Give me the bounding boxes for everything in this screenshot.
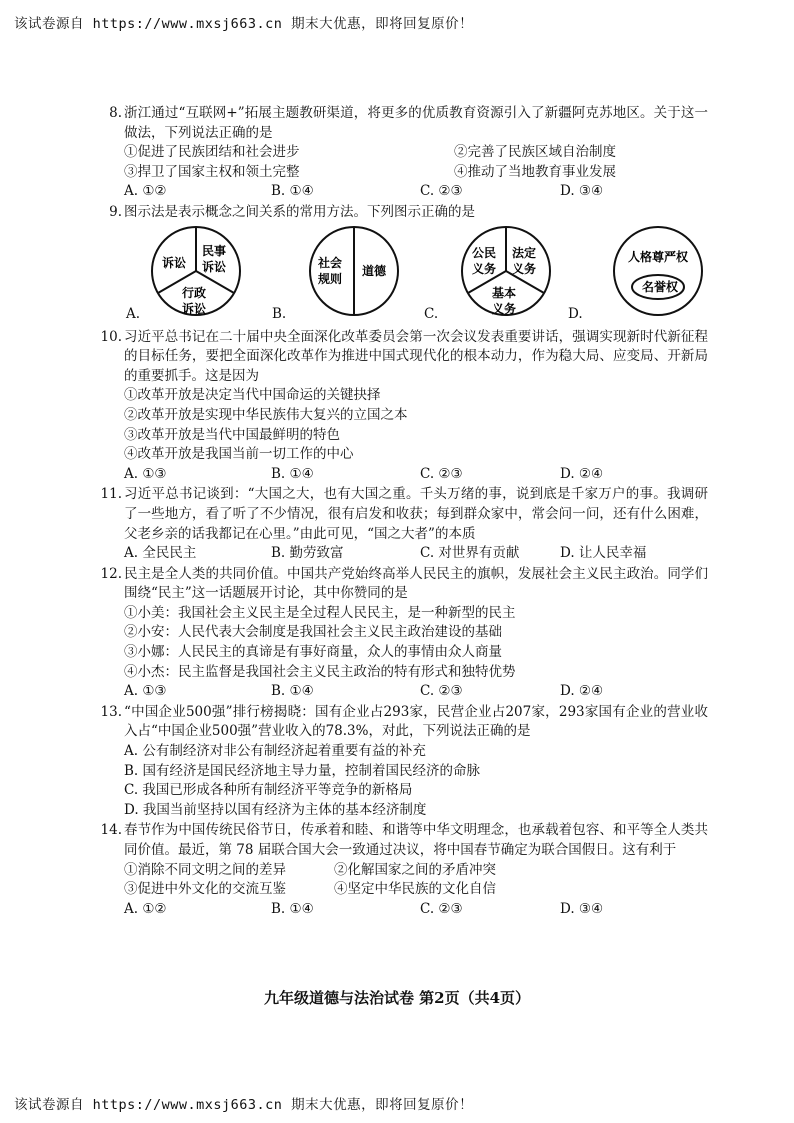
diagram-label: 诉讼 xyxy=(202,259,227,274)
question-number: 14. xyxy=(100,822,122,839)
choice-a: A. 全民民主 xyxy=(124,545,197,562)
question-number: 12. xyxy=(100,565,122,582)
choice-b: B. 勤劳致富 xyxy=(271,545,344,562)
choice-d: D. ③④ xyxy=(560,900,604,917)
choice-b: B. ①④ xyxy=(271,900,314,917)
option-3: ③小娜：人民民主的真谛是有事好商量，众人的事情由众人商量 xyxy=(124,644,502,661)
diagram-label: 义务 xyxy=(492,301,517,316)
diagram-d-svg xyxy=(568,223,718,327)
option-1: ①改革开放是决定当代中国命运的关键抉择 xyxy=(124,387,381,404)
choice-c: C. ②③ xyxy=(420,183,463,200)
option-d: D. 我国当前坚持以国有经济为主体的基本经济制度 xyxy=(124,801,427,818)
question-stem: 春节作为中国传统民俗节日，传承着和睦、和谐等中华文明理念，也承载着包容、和平等全人类共同价值。最近，第 78 届联合国大会一致通过决议，将中国春节确定为联合国假日。这有利于 xyxy=(124,822,708,858)
choice-a: A. ①③ xyxy=(124,683,167,700)
question-number: 8. xyxy=(109,105,122,121)
option-1: ①促进了民族团结和社会进步 xyxy=(124,144,300,161)
question-number: 13. xyxy=(100,703,122,720)
choice-c: C. ②③ xyxy=(420,900,463,917)
diagram-label: 诉讼 xyxy=(182,301,207,316)
watermark-top: 该试卷源自 https://www.mxsj663.cn 期末大优惠，即将回复原价！ xyxy=(14,16,474,32)
diagram-label: 诉讼 xyxy=(162,255,187,270)
answer-choices xyxy=(124,465,708,485)
choice-b: B. ①④ xyxy=(271,183,314,200)
choice-d: D. ③④ xyxy=(560,183,604,200)
questions xyxy=(96,104,708,919)
diagram-label: 义务 xyxy=(512,261,537,276)
question-stem: “中国企业500强”排行榜揭晓：国有企业占293家，民营企业占207家，293家国有企业的营业收入占“中国企业500强”营业收入的78.3%，对此，下列说法正确的是 xyxy=(124,703,708,740)
choice-a: A. ①② xyxy=(124,183,167,200)
answer-choices xyxy=(124,682,708,702)
diagram-a-svg xyxy=(126,223,276,327)
option-4: ④推动了当地教育事业发展 xyxy=(454,163,616,180)
question-number: 10. xyxy=(100,328,122,345)
choice-b: B. ①④ xyxy=(271,683,314,700)
diagram-letter: A. xyxy=(126,305,141,322)
option-4: ④小杰：民主监督是我国社会主义民主政治的特有形式和独特优势 xyxy=(124,663,516,680)
question-stem: 习近平总书记谈到：“大国之大，也有大国之重。千头万绪的事，说到底是千家万户的事。我调研了一些地方，看了听了不少情况，很有启发和收获；每到群众家中，常会问一问，还有什么困难，父老乡亲的话我都记在心里。”由此可见，“国之大者”的本质 xyxy=(124,486,708,542)
choice-c: C. ②③ xyxy=(420,683,463,700)
option-c: C. 我国已形成各种所有制经济平等竞争的新格局 xyxy=(124,782,413,799)
choice-a: A. ①③ xyxy=(124,465,167,482)
diagram-label: 民事 xyxy=(202,243,227,258)
page-footer: 九年级道德与法治试卷 第2页（共4页） xyxy=(263,989,531,1007)
diagram-b xyxy=(272,223,426,327)
question-13 xyxy=(96,703,708,821)
answer-choices xyxy=(124,182,708,202)
diagram-options xyxy=(126,223,708,327)
diagram-label: 名誉权 xyxy=(642,279,679,294)
diagram-label: 基本 xyxy=(492,285,517,300)
option-a: A. 公有制经济对非公有制经济起着重要有益的补充 xyxy=(124,743,426,760)
diagram-letter: D. xyxy=(568,305,583,322)
option-b: B. 国有经济是国民经济地主导力量，控制着国民经济的命脉 xyxy=(124,762,481,779)
option-3: ③捍卫了国家主权和领土完整 xyxy=(124,163,300,180)
diagram-label: 公民 xyxy=(472,245,497,260)
choice-c: C. ②③ xyxy=(420,465,463,482)
choice-d: D. ②④ xyxy=(560,683,604,700)
option-4: ④坚定中华民族的文化自信 xyxy=(334,881,496,898)
answer-choices xyxy=(124,544,708,564)
question-number: 11. xyxy=(100,486,122,503)
diagram-label: 人格尊严权 xyxy=(628,249,689,264)
choice-d: D. 让人民幸福 xyxy=(560,545,647,562)
diagram-label: 社会 xyxy=(318,255,343,270)
choice-b: B. ①④ xyxy=(271,465,314,482)
choice-a: A. ①② xyxy=(124,900,167,917)
diagram-b-svg xyxy=(276,223,426,327)
diagram-label: 行政 xyxy=(182,285,207,300)
option-3: ③促进中外文化的交流互鉴 xyxy=(124,881,286,898)
question-11 xyxy=(96,485,708,563)
question-stem: 民主是全人类的共同价值。中国共产党始终高举人民民主的旗帜，发展社会主义民主政治。同学们围绕“民主”这一话题展开讨论，其中你赞同的是 xyxy=(124,565,708,602)
question-stem: 习近平总书记在二十届中央全面深化改革委员会第一次会议发表重要讲话，强调实现新时代新征程的目标任务，要把全面深化改革作为推进中国式现代化的根本动力，作为稳大局、应变局、开新局的重要抓手。这是因为 xyxy=(124,328,708,384)
option-4: ④改革开放是我国当前一切工作的中心 xyxy=(124,446,354,463)
diagram-label: 义务 xyxy=(472,261,497,276)
diagram-d xyxy=(568,223,718,327)
question-stem: 浙江通过“互联网+”拓展主题教研渠道，将更多的优质教育资源引入了新疆阿克苏地区。关于这一做法，下列说法正确的是 xyxy=(124,105,708,141)
diagram-letter: B. xyxy=(272,305,287,322)
question-14 xyxy=(96,821,708,919)
option-2: ②小安：人民代表大会制度是我国社会主义民主政治建设的基础 xyxy=(124,624,502,641)
option-2: ②完善了民族区域自治制度 xyxy=(454,144,616,161)
diagram-c-svg xyxy=(426,223,576,327)
watermark-bottom: 该试卷源自 https://www.mxsj663.cn 期末大优惠，即将回复原价！ xyxy=(14,1097,474,1113)
answer-choices xyxy=(124,900,708,920)
diagram-label: 道德 xyxy=(362,263,387,278)
option-1: ①消除不同文明之间的差异 xyxy=(124,861,286,878)
question-8 xyxy=(96,104,708,202)
diagram-a xyxy=(126,223,276,327)
diagram-label: 法定 xyxy=(512,245,537,260)
question-12 xyxy=(96,565,708,702)
question-number: 9. xyxy=(109,203,122,220)
option-list xyxy=(124,143,708,182)
option-3: ③改革开放是当代中国最鲜明的特色 xyxy=(124,426,340,443)
choice-c: C. 对世界有贡献 xyxy=(420,545,520,562)
option-2: ②改革开放是实现中华民族伟大复兴的立国之本 xyxy=(124,406,408,423)
question-10 xyxy=(96,328,708,485)
diagram-letter: C. xyxy=(424,305,439,322)
question-stem: 图示法是表示概念之间关系的常用方法。下列图示正确的是 xyxy=(124,203,475,220)
option-1: ①小美：我国社会主义民主是全过程人民民主，是一种新型的民主 xyxy=(124,604,516,621)
question-9 xyxy=(96,203,708,327)
diagram-label: 规则 xyxy=(318,271,343,286)
diagram-c xyxy=(426,223,576,327)
choice-d: D. ②④ xyxy=(560,465,604,482)
option-list xyxy=(124,861,708,900)
option-2: ②化解国家之间的矛盾冲突 xyxy=(334,861,496,878)
